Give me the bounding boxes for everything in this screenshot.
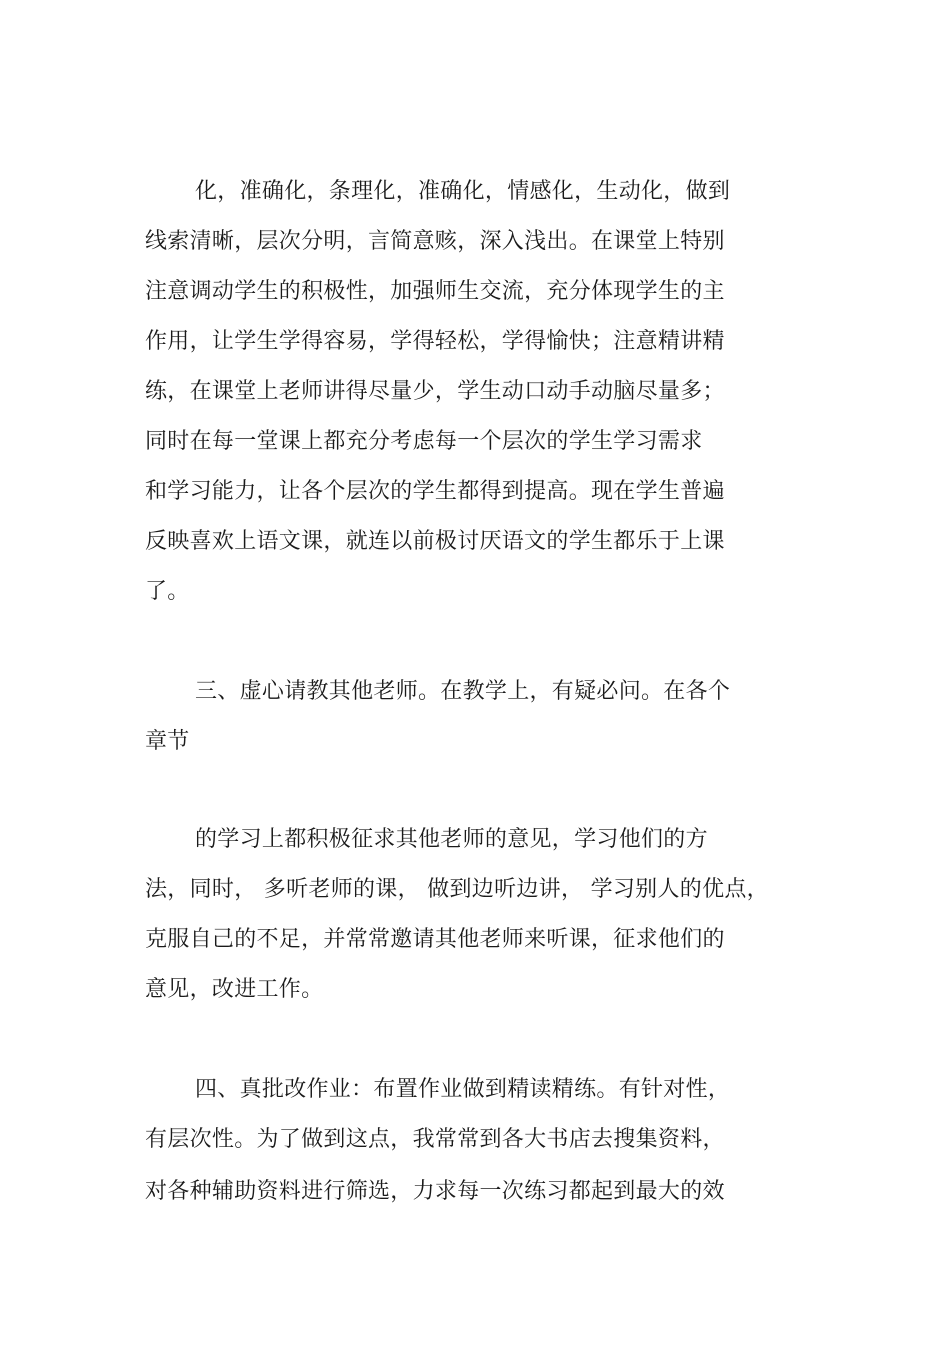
paragraph-1-line-4: 作用，让学生学得容易，学得轻松，学得愉快；注意精讲精 bbox=[145, 329, 725, 354]
paragraph-3-line-4: 意见，改进工作。 bbox=[145, 977, 324, 1002]
paragraph-1-line-1: 化，准确化，条理化，准确化，情感化，生动化，做到 bbox=[195, 179, 731, 204]
paragraph-1-line-8: 反映喜欢上语文课，就连以前极讨厌语文的学生都乐于上课 bbox=[145, 529, 725, 554]
paragraph-1-line-7: 和学习能力，让各个层次的学生都得到提高。现在学生普遍 bbox=[145, 479, 725, 504]
paragraph-4-line-2: 有层次性。为了做到这点，我常常到各大书店去搜集资料， bbox=[145, 1127, 725, 1152]
paragraph-2-line-1: 三、虚心请教其他老师。在教学上，有疑必问。在各个 bbox=[195, 679, 731, 704]
paragraph-1-line-6: 同时在每一堂课上都充分考虑每一个层次的学生学习需求 bbox=[145, 429, 703, 454]
paragraph-1-line-3: 注意调动学生的积极性，加强师生交流，充分体现学生的主 bbox=[145, 279, 725, 304]
paragraph-3-line-2: 法，同时， 多听老师的课， 做到边听边讲， 学习别人的优点， bbox=[145, 877, 769, 902]
paragraph-4-line-1: 四、真批改作业：布置作业做到精读精练。有针对性， bbox=[195, 1077, 731, 1102]
paragraph-1-line-5: 练，在课堂上老师讲得尽量少，学生动口动手动脑尽量多； bbox=[145, 379, 725, 404]
paragraph-1-line-2: 线索清晰，层次分明，言简意赅，深入浅出。在课堂上特别 bbox=[145, 229, 725, 254]
paragraph-1-line-9: 了。 bbox=[145, 579, 190, 604]
paragraph-2-line-2: 章节 bbox=[145, 729, 190, 754]
paragraph-3-line-1: 的学习上都积极征求其他老师的意见，学习他们的方 bbox=[195, 827, 708, 852]
paragraph-4-line-3: 对各种辅助资料进行筛选，力求每一次练习都起到最大的效 bbox=[145, 1179, 725, 1204]
paragraph-3-line-3: 克服自己的不足，并常常邀请其他老师来听课，征求他们的 bbox=[145, 927, 725, 952]
